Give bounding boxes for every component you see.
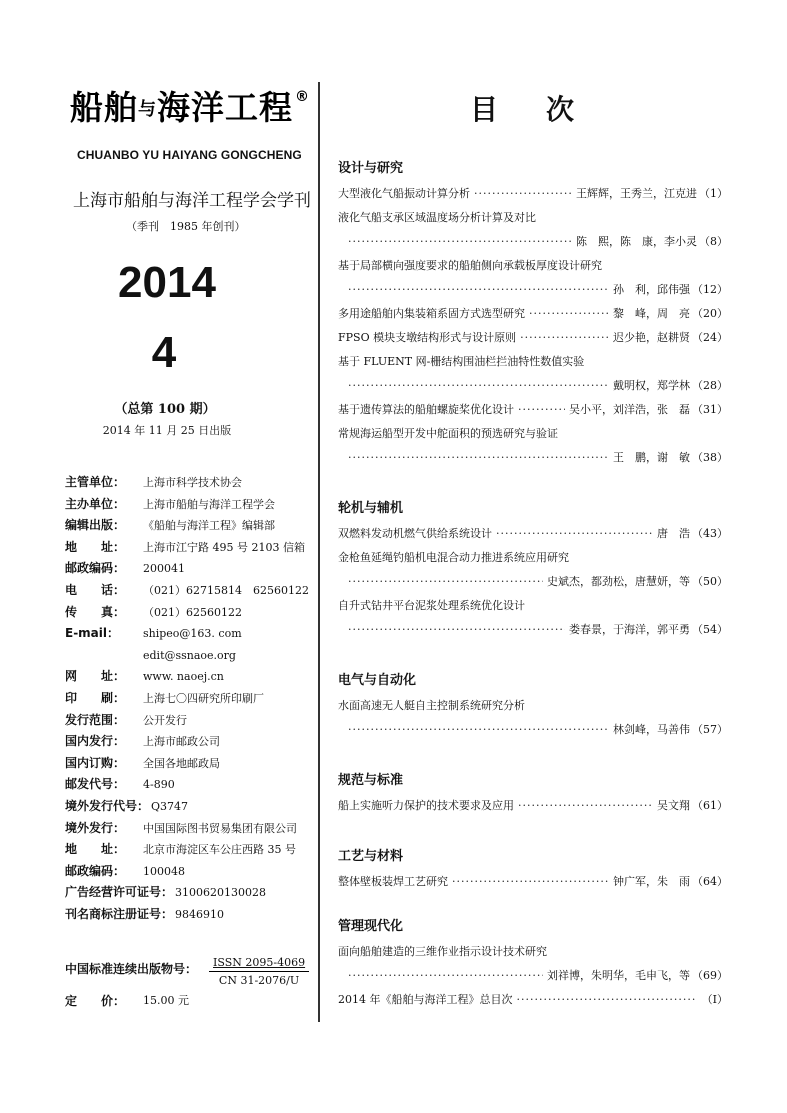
entry-page: （20）	[692, 307, 728, 320]
info-value: （021）62560122	[143, 605, 242, 619]
info-label: 地 址：	[65, 539, 126, 554]
journal-logo: 船舶与海洋工程 ®	[70, 88, 310, 127]
entry-page: （54）	[692, 623, 728, 636]
leader-dots	[496, 522, 653, 546]
toc-entry[interactable]	[338, 988, 728, 1012]
leader-dots	[452, 870, 609, 894]
toc-entry[interactable]	[338, 206, 728, 254]
info-label: 主办单位：	[65, 496, 126, 511]
entry-authors: 唐 浩	[657, 527, 690, 540]
info-label: 印 刷：	[65, 690, 126, 705]
section-heading: 电气与自动化	[338, 673, 417, 688]
entry-authors: 孙 利，邱伟强	[613, 283, 690, 296]
info-value: 北京市海淀区车公庄西路 35 号	[143, 843, 296, 857]
entry-title: 基于局部横向强度要求的船舶侧向承载板厚度设计研究	[338, 259, 602, 272]
entry-page: （8）	[699, 235, 728, 248]
entry-title: 2014 年《船舶与海洋工程》总目次	[338, 993, 513, 1006]
entry-title: 基于 FLUENT 网-栅结构围油栏拦油特性数值实验	[338, 355, 585, 368]
info-label: 电 话：	[65, 582, 126, 597]
entry-title: 面向船舶建造的三维作业指示设计技术研究	[338, 945, 547, 958]
info-label: 国内发行：	[65, 734, 126, 749]
issue-year: 2014	[118, 258, 216, 307]
section-heading: 轮机与辅机	[338, 501, 404, 516]
frequency-note: （季刊 1985 年创刊）	[126, 220, 246, 233]
leader-dots	[474, 182, 572, 206]
entry-title: 金枪鱼延绳钓船机电混合动力推进系统应用研究	[338, 551, 569, 564]
leader-dots	[348, 230, 572, 254]
info-label: E-mail：	[65, 626, 120, 641]
info-value: 上海市邮政公司	[143, 735, 220, 749]
price-value: 15.00 元	[143, 994, 189, 1007]
info-value: 公开发行	[143, 713, 187, 727]
entry-page: （50）	[692, 575, 728, 588]
entry-authors: 钟广军，朱 雨	[613, 875, 690, 888]
info-label: 邮政编码：	[65, 863, 126, 878]
info-label: 主管单位：	[65, 475, 126, 489]
leader-dots	[348, 446, 609, 470]
entry-page: （24）	[692, 331, 728, 344]
entry-page: （69）	[692, 969, 728, 982]
column-divider	[318, 82, 320, 1022]
toc-entry[interactable]	[338, 694, 728, 742]
entry-title: 多用途船舶内集装箱系固方式选型研究	[338, 307, 525, 320]
info-row	[65, 623, 315, 645]
info-label: 广告经营许可证号：	[65, 885, 174, 900]
info-row	[65, 537, 315, 559]
toc-entry[interactable]	[338, 594, 728, 642]
info-value: 200041	[143, 562, 185, 576]
info-value: 上海七〇四研究所印刷厂	[143, 691, 264, 705]
entry-authors: 林剑峰，马善伟	[613, 723, 690, 736]
info-row	[65, 472, 315, 494]
entry-authors: 迟少艳，赵耕贤	[613, 331, 690, 344]
entry-authors: 吴文翔	[657, 799, 690, 812]
publication-date: 2014 年 11 月 25 日出版	[102, 424, 232, 437]
issn-number: ISSN 2095-4069	[209, 956, 309, 972]
toc-entry[interactable]	[338, 522, 728, 546]
entry-authors: 刘祥博，朱明华，毛申飞，等	[547, 969, 690, 982]
entry-authors: 王 鹏，谢 敏	[613, 451, 690, 464]
info-value: 中国国际图书贸易集团有限公司	[143, 821, 297, 835]
entry-title: 液化气船支承区域温度场分析计算及对比	[338, 211, 536, 224]
info-label: 传 真：	[65, 604, 126, 619]
info-row	[65, 774, 315, 796]
issn-numbers	[209, 956, 309, 987]
entry-authors: 娄春景，于海洋，郭平勇	[569, 623, 690, 636]
entry-title: 常规海运船型开发中舵面积的预选研究与验证	[338, 427, 558, 440]
info-value: 上海市科学技术协会	[143, 476, 242, 489]
price	[65, 992, 189, 1009]
leader-dots	[348, 718, 609, 742]
entry-title: 大型液化气船振动计算分析	[338, 187, 470, 200]
table-of-contents	[338, 156, 728, 1012]
issn-block	[65, 956, 309, 987]
journal-pinyin: CHUANBO YU HAIYANG GONGCHENG	[77, 148, 302, 162]
info-label: 境外发行：	[65, 820, 126, 835]
section-heading: 规范与标准	[338, 773, 404, 788]
info-row	[65, 861, 315, 883]
info-label: 境外发行代号：	[65, 798, 150, 813]
info-row	[65, 666, 315, 688]
info-label: 网 址：	[65, 669, 126, 684]
entry-authors: 吴小平，刘洋浩，张 磊	[569, 403, 690, 416]
entry-page: （1）	[699, 187, 728, 200]
cn-number: CN 31-2076/U	[218, 974, 300, 987]
entry-authors: 戴明权，郑学林	[613, 379, 690, 392]
info-value: shipeo@163. com	[143, 627, 242, 641]
info-row	[65, 904, 315, 926]
info-row	[65, 882, 315, 904]
toc-section	[338, 768, 728, 818]
info-row	[65, 753, 315, 775]
leader-dots	[517, 988, 696, 1012]
price-label: 定 价：	[65, 994, 126, 1008]
toc-entry[interactable]	[338, 546, 728, 594]
entry-page: （57）	[692, 723, 728, 736]
leader-dots	[348, 278, 609, 302]
info-row	[65, 494, 315, 516]
info-value: 3100620130028	[175, 886, 266, 900]
entry-page: （28）	[692, 379, 728, 392]
info-row	[65, 645, 315, 667]
entry-page: （61）	[692, 799, 728, 812]
info-row	[65, 515, 315, 537]
info-row	[65, 558, 315, 580]
toc-entry[interactable]	[338, 794, 728, 818]
leader-dots	[518, 398, 565, 422]
entry-page: （43）	[692, 527, 728, 540]
leader-dots	[348, 964, 543, 988]
info-value: 100048	[143, 864, 185, 878]
entry-page: （Ⅰ）	[701, 993, 728, 1006]
entry-title: 水面高速无人艇自主控制系统研究分析	[338, 699, 525, 712]
info-value: 9846910	[175, 907, 225, 921]
leader-dots	[348, 618, 565, 642]
info-value: （021）62715814 62560122	[143, 583, 309, 597]
total-issue: （总第 100 期）	[114, 402, 216, 417]
leader-dots	[518, 794, 653, 818]
entry-title: 双燃料发动机燃气供给系统设计	[338, 527, 492, 540]
toc-section	[338, 156, 728, 470]
entry-authors: 黎 峰，周 亮	[613, 307, 690, 320]
info-value: 《船舶与海洋工程》编辑部	[143, 519, 275, 533]
publication-info	[65, 472, 315, 925]
toc-entry[interactable]	[338, 350, 728, 398]
info-value: 上海市江宁路 495 号 2103 信箱	[143, 540, 305, 554]
toc-section	[338, 496, 728, 642]
info-row	[65, 710, 315, 732]
section-heading: 设计与研究	[338, 161, 404, 176]
toc-entry[interactable]	[338, 422, 728, 470]
toc-entry[interactable]	[338, 302, 728, 326]
info-value: 全国各地邮政局	[143, 756, 220, 770]
toc-entry[interactable]	[338, 398, 728, 422]
info-row	[65, 580, 315, 602]
leader-dots	[348, 374, 609, 398]
entry-authors: 史斌杰，都劲松，唐慧妍，等	[547, 575, 690, 588]
toc-section	[338, 914, 728, 1012]
info-row	[65, 796, 315, 818]
issue-number: 4	[151, 328, 177, 377]
entry-authors: 王辉辉，王秀兰，江克进	[576, 187, 697, 200]
entry-title: FPSO 模块支墩结构形式与设计原则	[338, 331, 517, 344]
info-label: 刊名商标注册证号：	[65, 906, 174, 921]
issn-label: 中国标准连续出版物号：	[65, 962, 198, 976]
info-label: 编辑出版：	[65, 518, 126, 533]
info-row	[65, 688, 315, 710]
info-value: www. naoej.cn	[143, 670, 224, 684]
info-row	[65, 818, 315, 840]
toc-entry[interactable]	[338, 254, 728, 302]
leader-dots	[348, 570, 543, 594]
section-heading: 管理现代化	[338, 919, 404, 934]
info-label: 地 址：	[65, 842, 126, 857]
leader-dots	[529, 302, 609, 326]
toc-section	[338, 668, 728, 742]
toc-title: 目次	[470, 93, 623, 126]
toc-entry[interactable]	[338, 870, 728, 894]
info-value: edit@ssnaoe.org	[143, 648, 236, 662]
entry-title: 自升式钻井平台泥浆处理系统优化设计	[338, 599, 525, 612]
entry-page: （31）	[692, 403, 728, 416]
entry-page: （64）	[692, 875, 728, 888]
entry-page: （38）	[692, 451, 728, 464]
entry-page: （12）	[692, 283, 728, 296]
section-heading: 工艺与材料	[338, 849, 404, 864]
entry-title: 整体壁板装焊工艺研究	[338, 875, 448, 888]
info-label: 发行范围：	[65, 712, 126, 727]
info-label: 国内订购：	[65, 755, 126, 770]
info-value: 上海市船舶与海洋工程学会	[143, 497, 275, 511]
society-name: 上海市船舶与海洋工程学会学刊	[73, 191, 311, 211]
entry-authors: 陈 熙，陈 康，李小灵	[576, 235, 697, 248]
entry-title: 船上实施听力保护的技术要求及应用	[338, 799, 514, 812]
leader-dots	[520, 326, 609, 350]
info-value: Q3747	[151, 799, 189, 813]
info-value: 4-890	[143, 778, 175, 792]
toc-entry[interactable]	[338, 940, 728, 988]
entry-title: 基于遗传算法的船舶螺旋桨优化设计	[338, 403, 514, 416]
info-label: 邮发代号：	[65, 777, 126, 792]
info-row	[65, 731, 315, 753]
toc-entry[interactable]	[338, 326, 728, 350]
info-label: 邮政编码：	[65, 561, 126, 576]
toc-section	[338, 844, 728, 894]
info-row	[65, 839, 315, 861]
info-row	[65, 602, 315, 624]
masthead	[0, 0, 318, 1113]
toc-entry[interactable]	[338, 182, 728, 206]
